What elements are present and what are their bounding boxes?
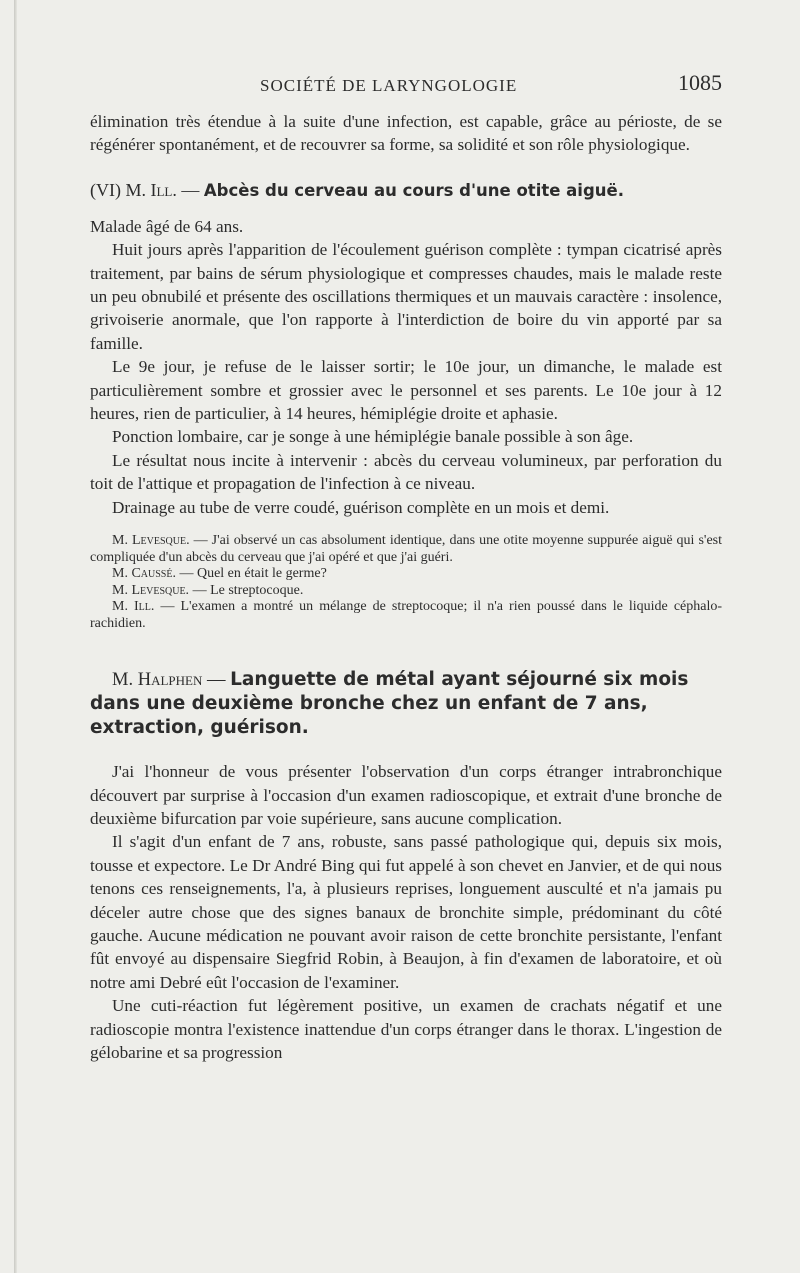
halphen-paragraph: Une cuti-réaction fut légèrement positive, un examen de crachats négatif et une radioscopie montra l'existence inattendue d'un corps étranger dans le thorax. L'ingestion de gélobarine et sa progression [90,996,722,1062]
discussion-speaker: M. Ill. [112,599,155,615]
discussion-text: — J'ai observé un cas absolument identique, dans une otite moyenne suppurée aiguë qui s'est compliquée d'un abcès du cerveau que j'ai opéré et que j'ai guéri. [90,533,722,565]
discussion-speaker: M. Caussé. [112,566,176,582]
halphen-paragraph: J'ai l'honneur de vous présenter l'observation d'un corps étranger intrabronchique découvert par surprise à l'occasion d'un examen radioscopique, et extrait d'une bronche de deuxième bifurcation par voie supérieure, sans aucune complication. [90,762,722,828]
running-head-title: SOCIÉTÉ DE LARYNGOLOGIE [260,76,518,95]
case6-paragraph: Le 9e jour, je refuse de le laisser sortir; le 10e jour, un dimanche, le malade est particulièrement sombre et grossier avec le personnel et ses parents. Le 10e jour à 12 heures, rien de particulier, à 14 heures, hémiplégie droite et aphasie. [90,357,722,424]
discussion-entry [90,533,722,566]
case6-paragraph: Ponction lombaire, car je songe à une hémiplégie banale possible à son âge. [112,427,634,447]
case6-paragraph: Malade âgé de 64 ans. [90,216,244,236]
discussion-speaker: M. Levesque. [112,533,190,549]
discussion-text: — Quel en était le germe? [179,566,327,582]
case6-author-prefix: M. [125,179,146,200]
running-head [90,70,722,110]
discussion-entry [90,566,722,583]
halphen-title: Languette de métal ayant séjourné six mois dans une deuxième bronche chez un enfant de 7 ans, extraction, guérison. [90,669,689,739]
discussion-text: — L'examen a montré un mélange de streptocoque; il n'a rien poussé dans le liquide céphalo-rachidien. [90,599,723,631]
discussion-entry [90,599,722,632]
case6-paragraph: Drainage au tube de verre coudé, guérison complète en un mois et demi. [112,497,610,517]
discussion-entry [90,583,722,600]
page-content [90,70,722,1064]
case6-discussion [90,533,722,632]
case6-paragraph: Le résultat nous incite à intervenir : abcès du cerveau volumineux, par perforation du toit de l'attique et propagation de l'infection à ce niveau. [90,450,722,494]
discussion-text: — Le streptocoque. [192,582,304,598]
case6-dash: — [181,179,200,200]
halphen-heading [90,668,722,740]
case6-author: Ill. [150,179,177,200]
page-binding-edge [14,0,17,1273]
page-number: 1085 [678,70,722,95]
case6-number: (VI) [90,179,121,200]
halphen-dash: — [206,670,226,691]
case6-heading [90,178,722,203]
halphen-author-prefix: M. [112,670,134,691]
case6-paragraph: Huit jours après l'apparition de l'écoulement guérison complète : tympan cicatrisé après traitement, par bains de sérum physiologique et compresses chaudes, mais le malade reste un peu obnubilé et présente des oscillations thermiques et un mauvais caractère : insolence, grivoiserie anormale, que l'on rapporte à l'interdiction de boire du vin apporté par sa famille. [90,240,722,353]
discussion-speaker: M. Levesque. [112,582,190,598]
halphen-paragraph: Il s'agit d'un enfant de 7 ans, robuste, sans passé pathologique qui, depuis six mois, tousse et expectore. Le Dr André Bing qui fut appelé à son chevet en Janvier, et de qui nous tenons ces renseignements, l'a, à plusieurs reprises, longuement ausculté et n'a jamais pu déceler autre chose que des signes banaux de bronchite simple, prédominant du côté gauche. Aucune médication ne pouvant avoir raison de cette bronchite persistante, l'enfant fût envoyé au dispensaire Siegfrid Robin, à Beaujon, à fin d'examen de laboratoire, et où notre ami Debré eût l'occasion de l'examiner. [90,832,722,992]
intro-paragraph: élimination très étendue à la suite d'une infection, est capable, grâce au périoste, de se régénérer spontanément, et de recouvrer sa forme, sa solidité et son rôle physiologique. [90,112,722,155]
case6-title: Abcès du cerveau au cours d'une otite aiguë. [203,180,624,200]
halphen-author: Halphen [137,670,203,691]
